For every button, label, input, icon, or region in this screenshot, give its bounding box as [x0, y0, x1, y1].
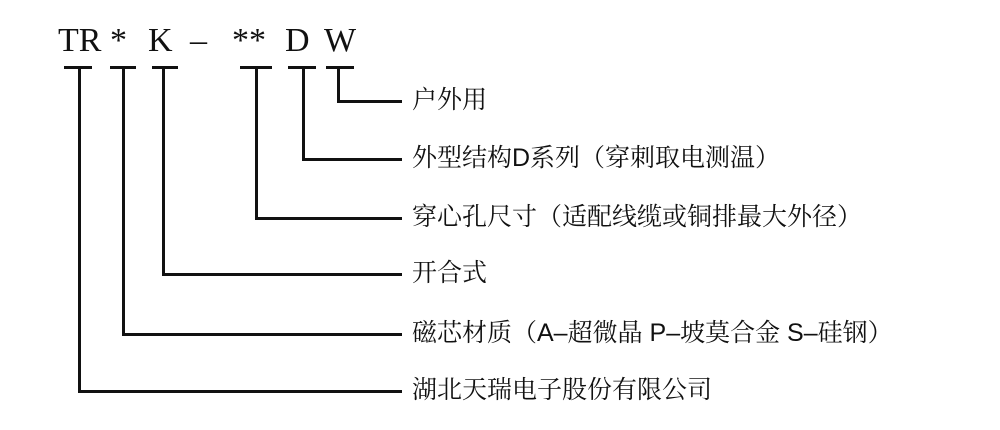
callout-line-horizontal-core-material [122, 333, 402, 336]
top-tick-6 [326, 66, 354, 69]
top-tick-3 [152, 66, 178, 69]
code-part-tr: TR [58, 22, 102, 59]
callout-line-vertical-split-core [162, 66, 165, 276]
callout-line-vertical-core-material [122, 66, 125, 336]
callout-line-vertical-outdoor [337, 66, 340, 103]
callout-line-horizontal-split-core [162, 273, 402, 276]
code-part-star: * [110, 22, 127, 59]
code-part-dash: – [190, 22, 207, 59]
callout-line-horizontal-manufacturer [78, 390, 402, 393]
callout-label-outdoor: 户外用 [412, 86, 488, 114]
callout-label-hole-size: 穿心孔尺寸（适配线缆或铜排最大外径） [412, 203, 863, 231]
callout-line-vertical-manufacturer [78, 66, 81, 393]
callout-line-vertical-hole-size [255, 66, 258, 220]
code-part-w: W [324, 22, 357, 59]
callout-label-split-core: 开合式 [412, 259, 488, 287]
callout-label-structure: 外型结构D系列（穿刺取电测温） [412, 144, 781, 172]
callout-label-manufacturer: 湖北天瑞电子股份有限公司 [412, 376, 713, 404]
callout-label-core-material: 磁芯材质（A–超微晶 P–坡莫合金 S–硅钢） [412, 319, 893, 347]
code-part-k: K [148, 22, 173, 59]
code-part-d: D [285, 22, 310, 59]
callout-line-horizontal-outdoor [337, 100, 402, 103]
code-part-double-star: ** [232, 22, 266, 59]
callout-line-horizontal-structure [302, 158, 402, 161]
callout-line-vertical-structure [302, 66, 305, 161]
callout-line-horizontal-hole-size [255, 217, 402, 220]
